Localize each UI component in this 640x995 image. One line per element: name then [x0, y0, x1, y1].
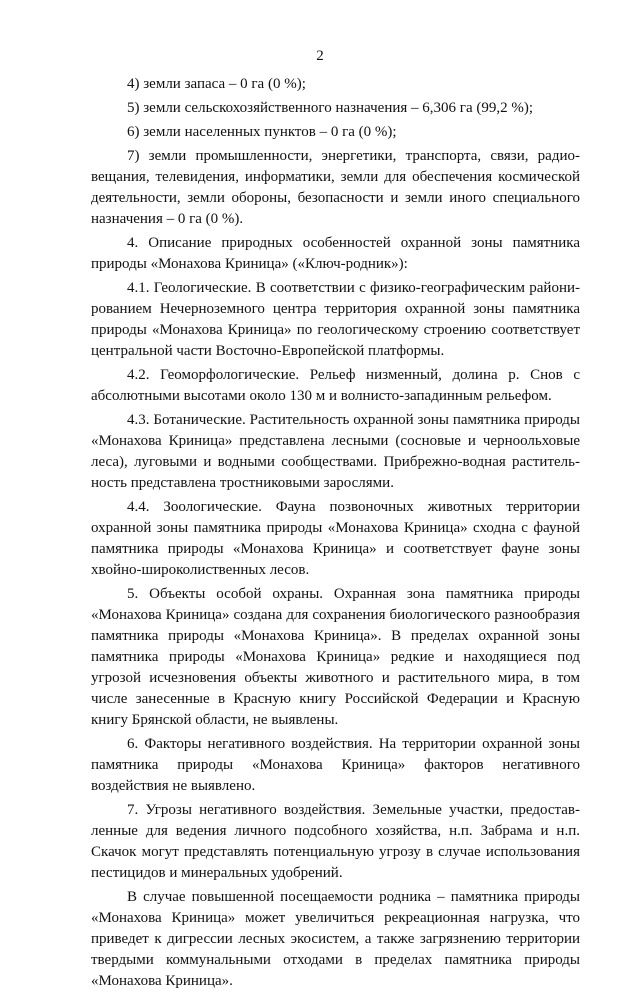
section-6-negative-factors: 6. Факторы негативного воздействия. На территории охранной зоны памятника природы «Монахова Криница» факторов негативного воздействия не выявлено.	[91, 736, 580, 794]
land-category-agricultural: 5) земли сельскохозяйственного назначения – 6,306 га (99,2 %);	[127, 100, 534, 116]
section-7-threats: 7. Угрозы негативного воздействия. Земельные участки, предоставленные для ведения личного подсобного хозяйства, н.п. Забрама и н.п. Скачок могут представлять потенциальную угрозу в случае использования пестицидов и минеральных удобрений.	[91, 802, 580, 881]
section-4-3-botanical: 4.3. Ботанические. Растительность охранной зоны памятника природы «Монахова Криница» представлена лесными (сосновые и черноольховые леса), луговыми и водными сообществами. Прибрежно-водная растительность представлена тростниковыми зарослями.	[91, 412, 580, 491]
section-4-1-geological: 4.1. Геологические. В соответствии с физико-географическим районированием Нечерноземного центра территория охранной зоны памятника природы «Монахова Криница» по геологическому строению соответствует центральной части Восточно-Европейской платформы.	[91, 280, 580, 359]
document-body	[91, 74, 580, 995]
land-category-industry: 7) земли промышленности, энергетики, транспорта, связи, радиовещания, телевидения, информатики, земли для обеспечения космической деятельности, земли обороны, безопасности и земли иного специального назначения – 0 га (0 %).	[91, 148, 580, 227]
section-5-protected-objects: 5. Объекты особой охраны. Охранная зона памятника природы «Монахова Криница» создана для сохранения биологического разнообразия памятника природы «Монахова Криница». В пределах охранной зоны памятника природы «Монахова Криница» редкие и находящиеся под угрозой исчезновения объекты животного и растительного мира, в том числе занесенные в Красную книгу Российской Федерации и Красную книгу Брянской области, не выявлены.	[91, 586, 580, 728]
section-4-2-geomorphological: 4.2. Геоморфологические. Рельеф низменный, долина р. Снов с абсолютными высотами около 130 м и волнисто-западинным рельефом.	[91, 367, 580, 404]
page-number: 2	[316, 48, 324, 64]
land-category-settlements: 6) земли населенных пунктов – 0 га (0 %);	[127, 124, 397, 140]
section-4-4-zoological: 4.4. Зоологические. Фауна позвоночных животных территории охранной зоны памятника природы «Монахова Криница» сходна с фауной памятника природы «Монахова Криница» и соответствует фауне зоны хвойно-широколиственных лесов.	[91, 499, 580, 578]
recreational-load-paragraph: В случае повышенной посещаемости родника – памятника природы «Монахова Криница» может увеличиться рекреационная нагрузка, что приведет к дигрессии лесных экосистем, а также загрязнению территории твердыми коммунальными отходами в пределах памятника природы «Монахова Криница».	[91, 889, 580, 989]
land-category-reserve: 4) земли запаса – 0 га (0 %);	[127, 76, 306, 92]
section-4-heading: 4. Описание природных особенностей охранной зоны памятника природы «Монахова Криница» («Ключ-родник»):	[91, 235, 580, 272]
